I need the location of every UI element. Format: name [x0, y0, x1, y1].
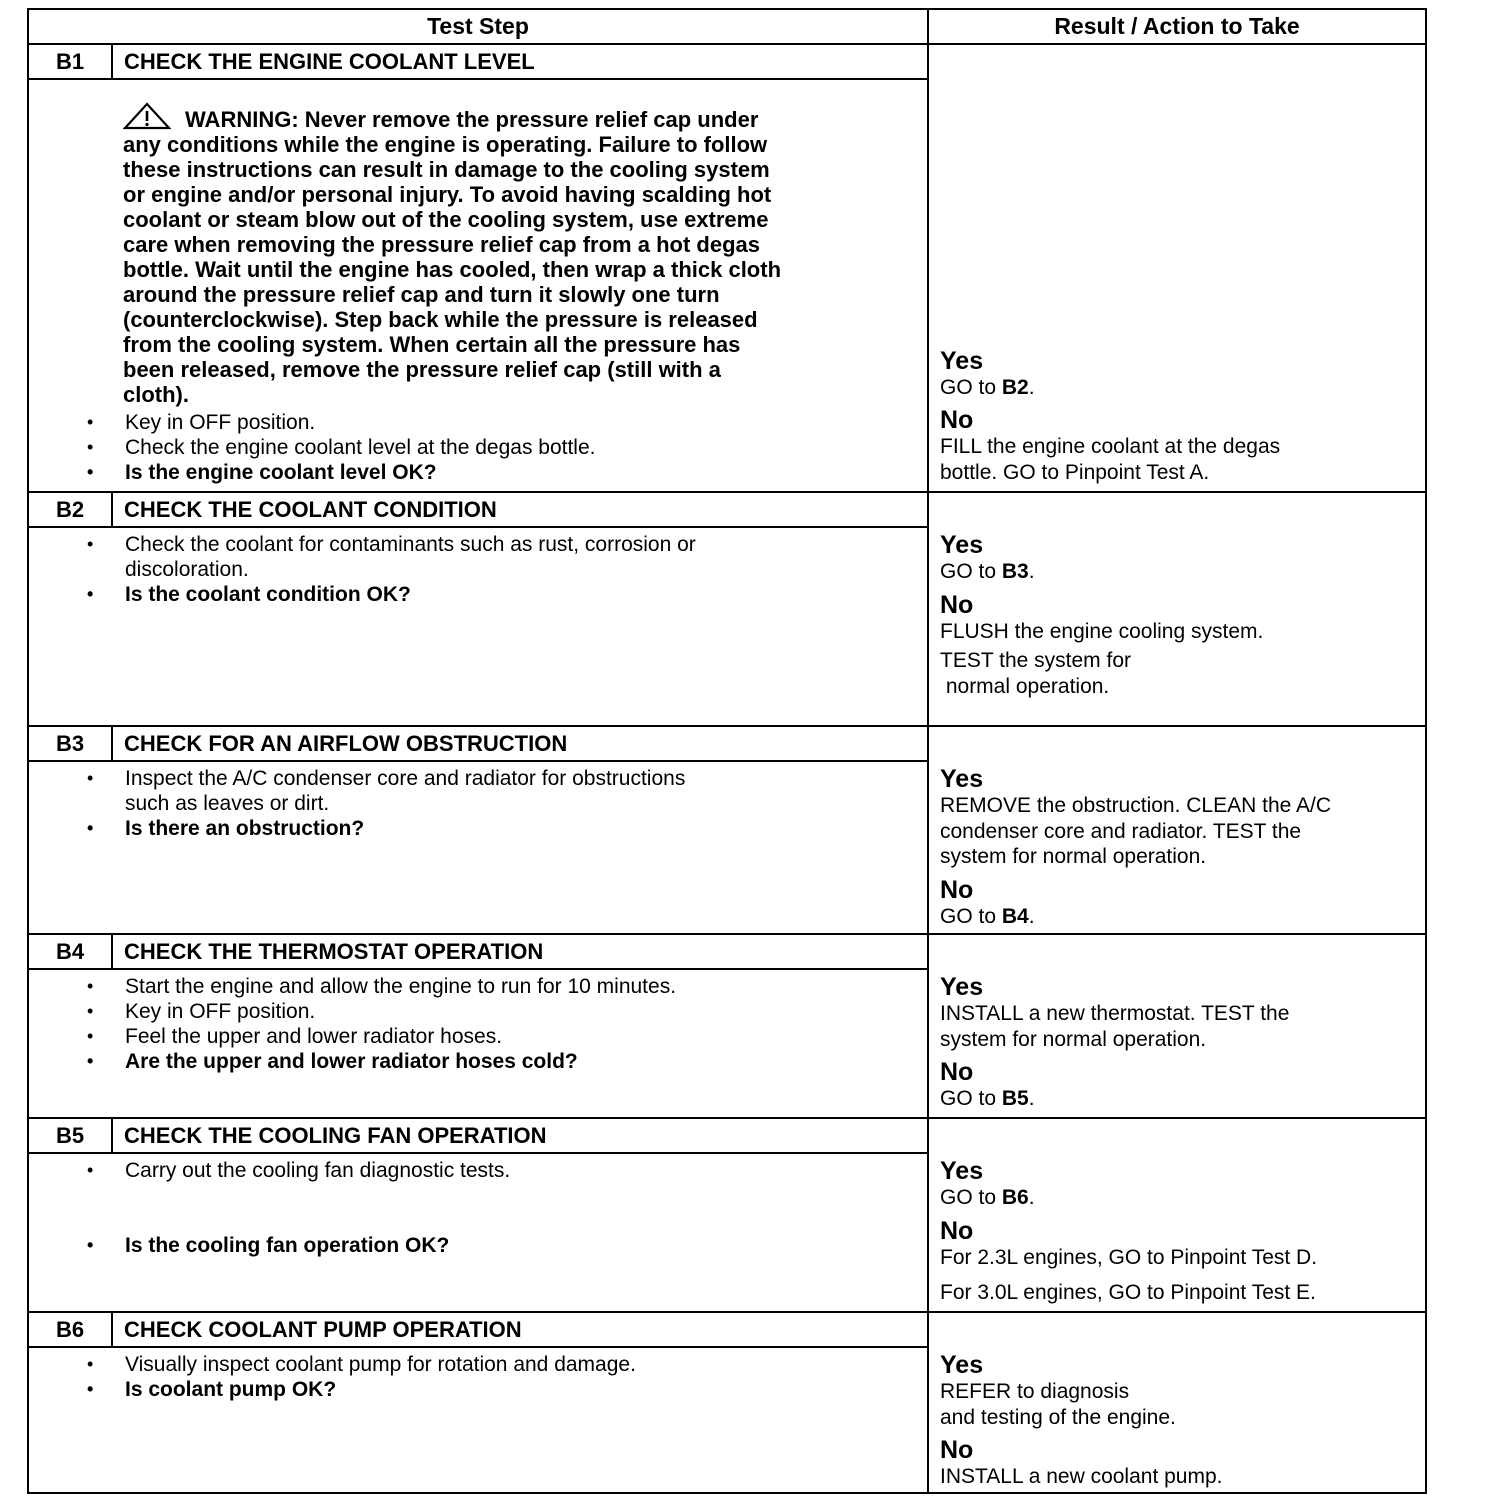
bullet-text: Check the engine coolant level at the degas bottle.: [125, 436, 596, 459]
step-title: CHECK THE COOLANT CONDITION: [113, 493, 929, 528]
bullet-continuation: discoloration.: [125, 558, 249, 581]
bullet-item: [87, 766, 915, 791]
bullet-text: Feel the upper and lower radiator hoses.: [125, 1025, 503, 1048]
bullet-dot: •: [87, 1235, 94, 1255]
bullet-dot: •: [87, 976, 94, 996]
no-action: INSTALL a new coolant pump.: [940, 1465, 1223, 1488]
result-content: [940, 765, 1421, 929]
step-id: B2: [29, 493, 113, 528]
header-result-action: Result / Action to Take: [929, 10, 1425, 45]
warning-line: these instructions can result in damage to the cooling system: [123, 157, 770, 182]
warning-line: bottle. Wait until the engine has cooled, then wrap a thick cloth: [123, 257, 782, 282]
no-action: GO to B5.: [940, 1087, 1035, 1110]
no-label: No: [940, 1436, 974, 1464]
yes-action: GO to B2.: [940, 375, 1035, 399]
step-title: CHECK THE ENGINE COOLANT LEVEL: [113, 45, 929, 80]
step-title: CHECK THE THERMOSTAT OPERATION: [113, 935, 929, 970]
result-cell: [929, 727, 1425, 933]
no-action: GO to B4.: [940, 904, 1035, 928]
yes-label: Yes: [940, 1351, 984, 1379]
bullet-dot: •: [87, 1160, 94, 1180]
bullet-item: [87, 1377, 915, 1402]
no-label: No: [940, 590, 974, 619]
warning-line: any conditions while the engine is operating. Failure to follow: [123, 132, 768, 157]
warning-line: (counterclockwise). Step back while the pressure is released: [123, 307, 758, 332]
yes-label: Yes: [940, 973, 984, 1001]
yes-action: REMOVE the obstruction. CLEAN the A/C condenser core and radiator. TEST the system for normal operation.: [940, 794, 1332, 868]
bullet-dot: •: [87, 462, 94, 482]
bullet-item: [87, 410, 915, 435]
yes-label: Yes: [940, 765, 984, 793]
bullet-item: [87, 1158, 915, 1183]
result-cell: [929, 1313, 1425, 1494]
bullet-text: Key in OFF position.: [125, 1000, 316, 1023]
step-body: [29, 1348, 929, 1494]
result-cell: [929, 45, 1425, 491]
bullet-text: Carry out the cooling fan diagnostic tests.: [125, 1159, 511, 1182]
no-action: FLUSH the engine cooling system.: [940, 619, 1264, 643]
no-action: For 2.3L engines, GO to Pinpoint Test D.: [940, 1245, 1318, 1269]
yes-label: Yes: [940, 531, 984, 559]
bullet-text: Is there an obstruction?: [125, 817, 365, 840]
step-b6: [29, 1313, 1425, 1494]
warning-line: coolant or steam blow out of the cooling system, use extreme: [123, 207, 769, 232]
bullet-text: Inspect the A/C condenser core and radiator for obstructions: [125, 767, 686, 790]
bullet-item: [87, 974, 915, 999]
bullet-text: Is the coolant condition OK?: [125, 583, 411, 606]
no-action: FILL the engine coolant at the degas bottle. GO to Pinpoint Test A.: [940, 435, 1281, 484]
bullet-dot: •: [87, 412, 94, 432]
bullet-item: [87, 1352, 915, 1377]
bullet-item: [87, 582, 915, 607]
bullet-dot: •: [87, 437, 94, 457]
yes-action: INSTALL a new thermostat. TEST the system for normal operation.: [940, 1002, 1290, 1051]
bullet-dot: •: [87, 534, 94, 554]
bullet-text: Are the upper and lower radiator hoses cold?: [125, 1050, 578, 1073]
step-id: B1: [29, 45, 113, 80]
bullet-text: Is the cooling fan operation OK?: [125, 1234, 450, 1257]
step-body: [29, 80, 929, 491]
bullet-item: [87, 1233, 915, 1258]
step-title: CHECK COOLANT PUMP OPERATION: [113, 1313, 929, 1348]
step-body: [29, 528, 929, 725]
no-label: No: [940, 875, 974, 904]
result-content: [940, 1157, 1421, 1306]
step-id: B6: [29, 1313, 113, 1348]
bullet-item: [87, 460, 915, 485]
result-content: [940, 531, 1421, 699]
step-b3: [29, 727, 1425, 935]
no-label: No: [940, 1216, 974, 1245]
warning-line: from the cooling system. When certain all the pressure has: [123, 332, 741, 357]
yes-action: REFER to diagnosis and testing of the engine.: [940, 1380, 1176, 1429]
step-id: B3: [29, 727, 113, 762]
warning-line: around the pressure relief cap and turn it slowly one turn: [123, 282, 720, 307]
yes-label: Yes: [940, 1157, 984, 1185]
bullet-text: Key in OFF position.: [125, 411, 316, 434]
bullet-item: [87, 1024, 915, 1049]
result-cell: [929, 493, 1425, 725]
yes-action: GO to B3.: [940, 560, 1035, 583]
warning-line: care when removing the pressure relief cap from a hot degas: [123, 232, 760, 257]
result-content: [940, 1351, 1421, 1490]
step-title: CHECK FOR AN AIRFLOW OBSTRUCTION: [113, 727, 929, 762]
warning-line: been released, remove the pressure relief cap (still with a: [123, 357, 721, 382]
result-content: [940, 973, 1421, 1112]
result-content: [940, 347, 1421, 486]
bullet-dot: •: [87, 1001, 94, 1021]
bullet-item: [87, 816, 915, 841]
result-cell: [929, 935, 1425, 1117]
step-b1: [29, 45, 1425, 493]
diagnostic-table: [27, 8, 1427, 1494]
bullet-dot: •: [87, 1379, 94, 1399]
no-action: TEST the system for normal operation.: [940, 649, 1131, 698]
step-body: [29, 970, 929, 1117]
yes-label: Yes: [940, 346, 984, 375]
bullet-text: Is coolant pump OK?: [125, 1378, 337, 1401]
no-action: For 3.0L engines, GO to Pinpoint Test E.: [940, 1281, 1316, 1304]
bullet-item: [87, 999, 915, 1024]
bullet-continuation: such as leaves or dirt.: [125, 792, 330, 815]
bullet-text: Visually inspect coolant pump for rotation and damage.: [125, 1353, 636, 1376]
bullet-dot: •: [87, 818, 94, 838]
step-id: B5: [29, 1119, 113, 1154]
warning-triangle-icon: [123, 102, 171, 130]
bullet-text: Is the engine coolant level OK?: [125, 461, 437, 484]
bullet-text: Check the coolant for contaminants such as rust, corrosion or: [125, 533, 696, 556]
warning-text: [123, 102, 913, 407]
bullet-dot: •: [87, 768, 94, 788]
warning-line: cloth).: [123, 382, 189, 407]
step-body: [29, 762, 929, 933]
bullet-item: [87, 435, 915, 460]
bullet-item: [87, 532, 915, 557]
bullet-item: [87, 1049, 915, 1074]
bullet-dot: •: [87, 1051, 94, 1071]
step-body: [29, 1154, 929, 1311]
bullet-text: Start the engine and allow the engine to run for 10 minutes.: [125, 975, 677, 998]
step-title: CHECK THE COOLING FAN OPERATION: [113, 1119, 929, 1154]
yes-action: GO to B6.: [940, 1186, 1035, 1209]
no-label: No: [940, 1058, 974, 1086]
step-b5: [29, 1119, 1425, 1313]
result-cell: [929, 1119, 1425, 1311]
header-test-step: Test Step: [29, 10, 929, 45]
warning-line: WARNING: Never remove the pressure relief cap under: [185, 107, 759, 132]
bullet-dot: •: [87, 584, 94, 604]
step-b4: [29, 935, 1425, 1119]
step-id: B4: [29, 935, 113, 970]
bullet-dot: •: [87, 1026, 94, 1046]
warning-line: or engine and/or personal injury. To avoid having scalding hot: [123, 182, 772, 207]
bullet-dot: •: [87, 1354, 94, 1374]
no-label: No: [940, 406, 974, 434]
step-b2: [29, 493, 1425, 727]
